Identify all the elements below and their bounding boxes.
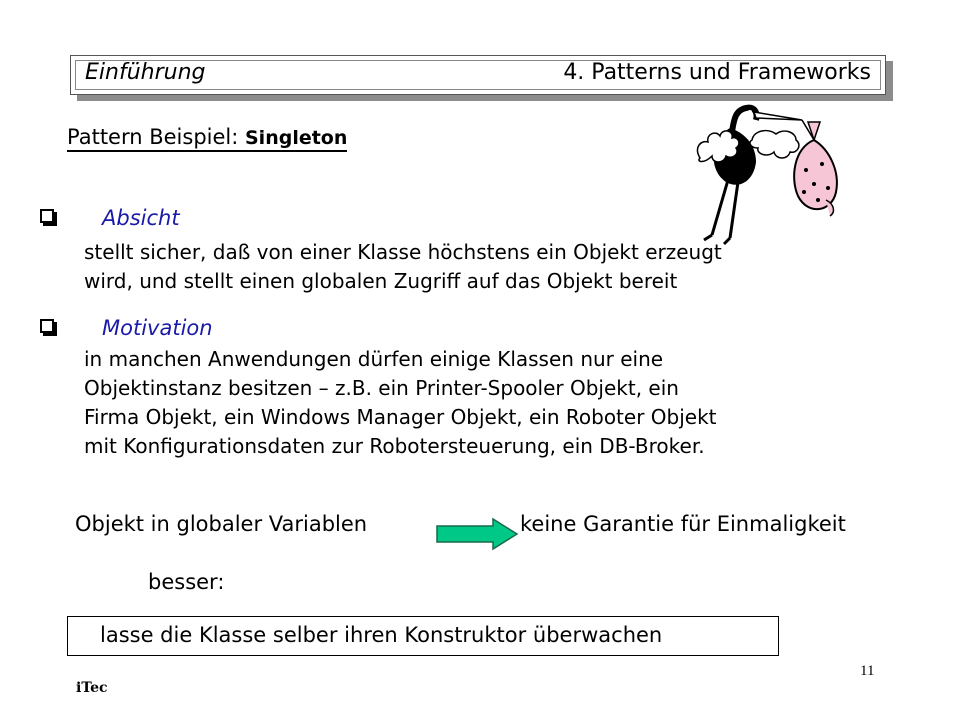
bullet-checkbox-icon	[40, 209, 54, 223]
body-line: mit Konfigurationsdaten zur Robotersteuerung, ein DB-Broker.	[84, 434, 705, 458]
comparison-left-text: Objekt in globaler Variablen	[75, 512, 368, 536]
footer-brand: iTec	[76, 680, 108, 696]
solution-box	[67, 616, 779, 656]
body-line: wird, und stellt einen globalen Zugriff auf das Objekt bereit	[84, 269, 678, 293]
slide-subtitle	[67, 125, 347, 152]
section-title-absicht: Absicht	[102, 206, 180, 230]
stork-clipart-icon	[690, 100, 850, 250]
comparison-right-text: keine Garantie für Einmaligkeit	[520, 512, 846, 536]
right-arrow-icon	[435, 517, 519, 551]
header-bar	[70, 55, 886, 95]
section-heading: 4. Patterns und Frameworks	[563, 60, 871, 85]
bullet-checkbox-icon	[40, 319, 54, 333]
subtitle-prefix: Pattern Beispiel:	[67, 125, 245, 149]
better-label: besser:	[148, 570, 225, 594]
section-title-motivation: Motivation	[102, 316, 213, 340]
pattern-name: Singleton	[245, 127, 348, 149]
page-number: 11	[860, 663, 875, 679]
body-line: in manchen Anwendungen dürfen einige Klassen nur eine	[84, 347, 664, 371]
body-line: Firma Objekt, ein Windows Manager Objekt, ein Roboter Objekt	[84, 405, 717, 429]
body-line: Objektinstanz besitzen – z.B. ein Printer-Spooler Objekt, ein	[84, 376, 679, 400]
section-body-motivation	[84, 345, 717, 461]
section-body-absicht	[84, 238, 722, 296]
body-line: stellt sicher, daß von einer Klasse höchstens ein Objekt erzeugt	[84, 240, 722, 264]
solution-text: lasse die Klasse selber ihren Konstruktor überwachen	[100, 623, 663, 647]
chapter-title: Einführung	[85, 60, 206, 85]
